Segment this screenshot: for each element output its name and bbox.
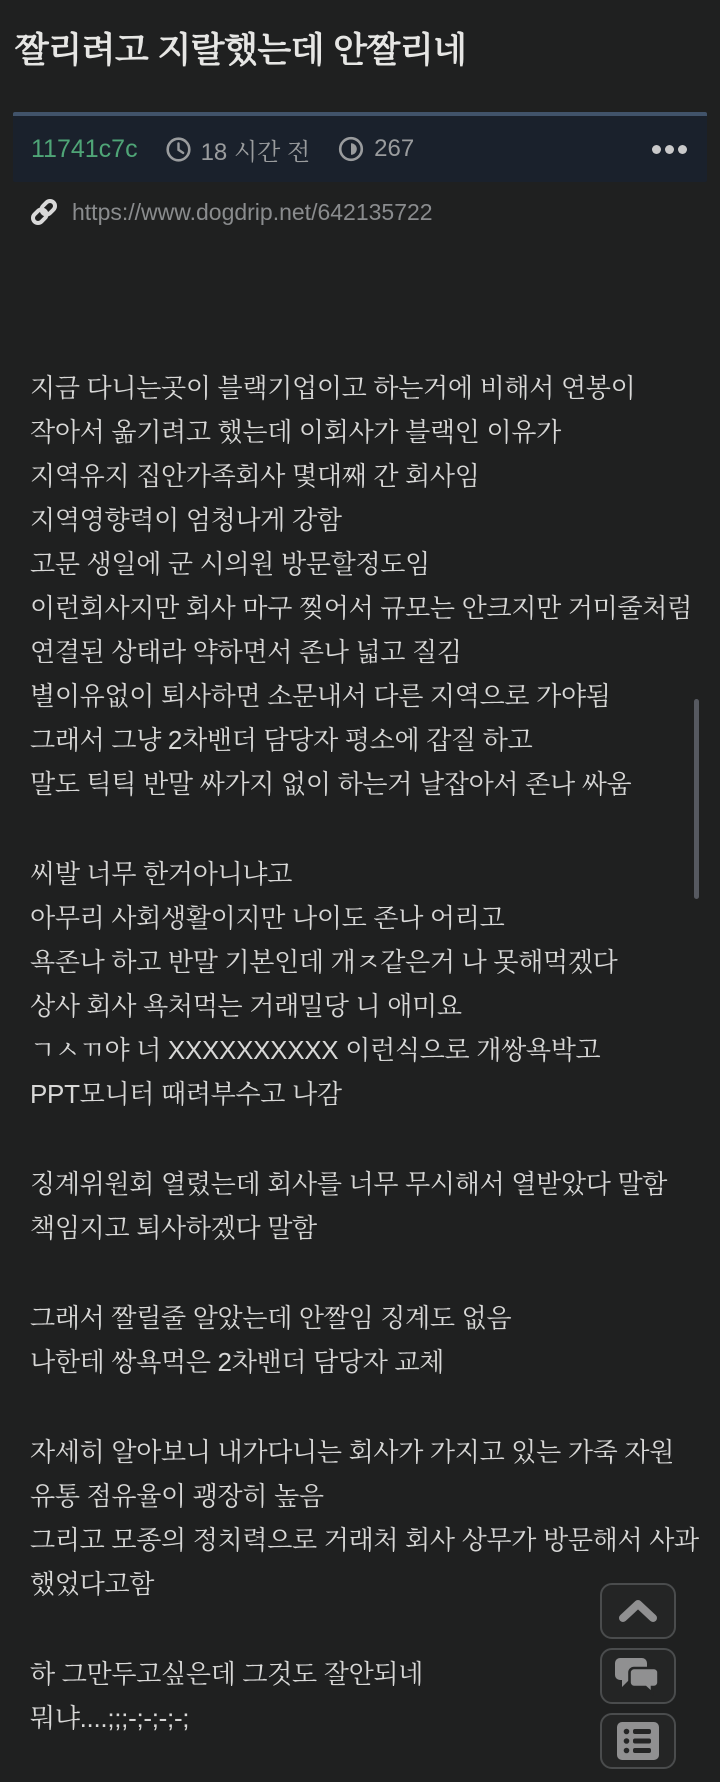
body-line: 나한테 쌍욕먹은 2차밴더 담당자 교체 (30, 1347, 445, 1377)
body-line: 뭐냐....;;;-;-;-;-; (30, 1703, 190, 1733)
dot-icon (665, 145, 674, 154)
post-permalink[interactable] (28, 196, 704, 228)
body-line: 유통 점유율이 괭장히 높음 (30, 1481, 324, 1511)
permalink-url[interactable]: https://www.dogdrip.net/642135722 (72, 198, 433, 225)
comments-button[interactable] (600, 1648, 676, 1704)
post-title: 짤리려고 지랄했는데 안짤리네 (15, 31, 467, 70)
posted-time-label: 18 시간 전 (200, 138, 311, 166)
scrollbar-thumb[interactable] (694, 699, 699, 899)
body-line: 씨발 너무 한거아니냐고 (30, 859, 293, 889)
body-line: 연결된 상태라 약하면서 존나 넓고 질김 (30, 637, 462, 667)
body-line: 고문 생일에 군 시의원 방문할정도임 (30, 549, 430, 579)
paragraph (30, 1162, 700, 1250)
chevron-up-icon (615, 1598, 661, 1624)
body-line: 지역유지 집안가족회사 몇대째 간 회사임 (30, 461, 480, 491)
body-line: 별이유없이 퇴사하면 소문내서 다른 지역으로 가야됨 (30, 681, 611, 711)
body-line: 그래서 그냥 2차밴더 담당자 평소에 갑질 하고 (30, 725, 533, 755)
body-line: 이런회사지만 회사 마구 찢어서 규모는 안크지만 거미줄처럼 (30, 593, 692, 623)
body-line: 상사 회사 욕처먹는 거래밀당 니 애미요 (30, 991, 462, 1021)
more-options-button[interactable] (650, 139, 689, 160)
post-page (0, 26, 720, 1740)
post-meta-bar (13, 112, 707, 182)
body-line: 말도 틱틱 반말 싸가지 없이 하는거 날잡아서 존나 싸움 (30, 769, 632, 799)
body-line: 지역영향력이 엄청나게 강함 (30, 505, 342, 535)
body-line: 했었다고함 (30, 1569, 155, 1599)
paragraph (30, 1430, 700, 1606)
post-body (30, 366, 700, 1740)
floating-action-buttons (600, 1583, 676, 1769)
body-line: 자세히 알아보니 내가다니는 회사가 가지고 있는 가죽 자원 (30, 1437, 675, 1467)
posted-time (165, 132, 311, 167)
clock-icon (165, 136, 192, 163)
body-line: 책임지고 퇴사하겠다 말함 (30, 1213, 317, 1243)
chain-link-icon (28, 196, 60, 228)
eye-icon (337, 135, 365, 163)
body-line: 그래서 짤릴줄 알았는데 안짤임 징계도 없음 (30, 1303, 512, 1333)
paragraph (30, 852, 700, 1116)
dot-icon (652, 145, 661, 154)
body-line: 아무리 사회생활이지만 나이도 존나 어리고 (30, 903, 505, 933)
speech-bubbles-icon (614, 1656, 662, 1696)
post-list-button[interactable] (600, 1713, 676, 1769)
body-line: 그리고 모종의 정치력으로 거래처 회사 상무가 방문해서 사과 (30, 1525, 699, 1555)
dot-icon (678, 145, 687, 154)
view-count (337, 135, 414, 163)
paragraph (30, 1296, 700, 1384)
body-line: 욕존나 하고 반말 기본인데 개ㅈ같은거 나 못해먹겠다 (30, 947, 618, 977)
body-line: 지금 다니는곳이 블랙기업이고 하는거에 비해서 연봉이 (30, 373, 636, 403)
scroll-to-top-button[interactable] (600, 1583, 676, 1639)
body-line: ㄱㅅㄲ야 너 XXXXXXXXXX 이런식으로 개쌍욕박고 (30, 1035, 601, 1065)
paragraph (30, 366, 700, 806)
view-count-label: 267 (374, 135, 415, 162)
body-line: PPT모니터 때려부수고 나감 (30, 1079, 342, 1109)
body-line: 징계위원회 열렸는데 회사를 너무 무시해서 열받았다 말함 (30, 1169, 668, 1199)
list-icon (617, 1722, 659, 1760)
body-line: 작아서 옮기려고 했는데 이회사가 블랙인 이유가 (30, 417, 561, 447)
body-line: 하 그만두고싶은데 그것도 잘안되네 (30, 1659, 424, 1689)
author-id[interactable]: 11741c7c (31, 134, 138, 163)
